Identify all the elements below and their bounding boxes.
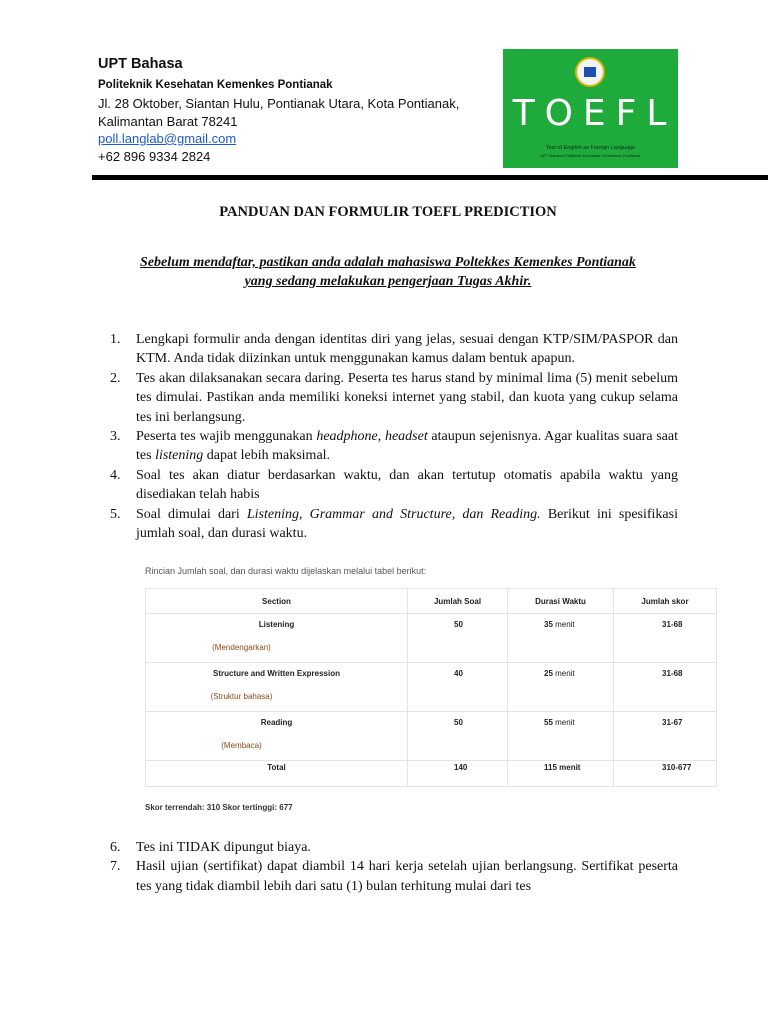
- duration-unit: menit: [552, 669, 575, 678]
- duration-unit: menit: [552, 718, 575, 727]
- org-name: UPT Bahasa: [98, 56, 183, 72]
- institution-name: Politeknik Kesehatan Kemenkes Pontianak: [98, 79, 333, 91]
- duration-unit: menit: [552, 620, 575, 629]
- list-text: Tes akan dilaksanakan secara daring. Peserta tes harus stand by minimal lima (5) menit sebelum tes dimulai. Pastikan anda memiliki koneksi internet yang stabil, dan kuota yang cukup selama tes ini berlangsung.: [136, 370, 678, 425]
- table-row: [146, 614, 717, 663]
- header-score: Jumlah skor: [614, 589, 717, 614]
- logo-subtitle: Test of English as Foreign Language: [545, 145, 636, 151]
- section-cell: [146, 663, 408, 712]
- list-text: Hasil ujian (sertifikat) dapat diambil 14 hari kerja setelah ujian berlangsung. Sertifikat peserta tes yang tidak diambil lebih dari satu (1) bulan terhitung mulai dari tes: [136, 859, 678, 894]
- header-duration: Durasi Waktu: [508, 589, 614, 614]
- list-number: 1.: [110, 332, 121, 347]
- table-row: [146, 712, 717, 761]
- eligibility-notice: [98, 253, 678, 291]
- list-text-italic: headphone, headset: [316, 429, 428, 445]
- total-count: 140: [408, 761, 508, 787]
- list-number: 7.: [110, 859, 121, 875]
- list-item: [110, 369, 678, 427]
- total-score: 310-677: [614, 761, 717, 787]
- logo-subtitle-small: UPT Bahasa Politeknik Kesehatan Kemenkes Pontianak: [540, 153, 641, 158]
- notice-line-2: yang sedang melakukan pengerjaan Tugas Akhir.: [244, 274, 532, 289]
- list-text-italic: Listening, Grammar and Structure, dan Reading.: [246, 506, 541, 522]
- section-cell: [146, 614, 408, 663]
- header-divider: [92, 175, 768, 180]
- guideline-list-continued: [110, 838, 678, 896]
- table-caption: Rincian Jumlah soal, dan durasi waktu dijelaskan melalui tabel berikut:: [145, 566, 427, 576]
- list-item: [110, 505, 678, 544]
- logo-text: TOEFL: [512, 93, 677, 134]
- list-text: Tes ini TIDAK dipungut biaya.: [136, 840, 311, 855]
- letterhead-info: [98, 55, 478, 165]
- list-item: [110, 466, 678, 505]
- section-translation: (Mendengarkan): [212, 643, 271, 652]
- section-translation: (Membaca): [221, 741, 262, 750]
- toefl-logo: [503, 49, 678, 168]
- list-text: dapat lebih maksimal.: [203, 448, 331, 464]
- list-text: Soal dimulai dari: [136, 506, 247, 522]
- count-cell: 50: [408, 712, 508, 761]
- list-text: Soal tes akan diatur berdasarkan waktu, dan akan tertutup otomatis apabila waktu yang disediakan telah habis: [136, 467, 678, 503]
- notice-line-1: Sebelum mendaftar, pastikan anda adalah mahasiswa Poltekkes Kemenkes Pontianak: [140, 255, 636, 270]
- emblem-icon: [575, 57, 605, 87]
- list-text: ataupun sejenisnya. Agar kualitas suara saat tes: [136, 429, 678, 464]
- list-number: 2.: [110, 370, 121, 386]
- duration-value: 25: [544, 669, 553, 678]
- list-number: 6.: [110, 840, 121, 855]
- duration-cell: [508, 712, 614, 761]
- section-name: Structure and Written Expression: [213, 669, 340, 678]
- table-row: [146, 663, 717, 712]
- address-line-2: Kalimantan Barat 78241: [98, 113, 238, 129]
- count-cell: 40: [408, 663, 508, 712]
- table-header-row: [146, 589, 717, 614]
- header-section: Section: [146, 589, 408, 614]
- total-label: Total: [146, 761, 408, 787]
- page-title: PANDUAN DAN FORMULIR TOEFL PREDICTION: [219, 204, 557, 220]
- phone-number: +62 896 9334 2824: [98, 148, 211, 164]
- list-text-italic: listening: [155, 448, 204, 464]
- list-item: [110, 330, 678, 369]
- duration-value: 55: [544, 718, 553, 727]
- list-item: [110, 857, 678, 896]
- total-duration: 115 menit: [508, 761, 614, 787]
- section-translation: (Struktur bahasa): [210, 692, 273, 701]
- test-spec-table-block: [145, 566, 720, 820]
- duration-cell: [508, 663, 614, 712]
- table-total-row: [146, 761, 717, 787]
- score-cell: 31-68: [614, 614, 717, 663]
- list-item: [110, 427, 678, 466]
- email-link[interactable]: poll.langlab@gmail.com: [98, 131, 237, 146]
- score-cell: 31-67: [614, 712, 717, 761]
- list-text: Berikut ini spesifikasi jumlah soal, dan durasi waktu.: [136, 506, 678, 542]
- test-spec-table: [145, 588, 717, 787]
- section-name: Listening: [258, 620, 295, 629]
- count-cell: 50: [408, 614, 508, 663]
- guideline-list: [110, 330, 678, 543]
- section-cell: [146, 712, 408, 761]
- list-text: Peserta tes wajib menggunakan: [136, 429, 317, 445]
- section-name: Reading: [260, 718, 293, 727]
- list-number: 4.: [110, 467, 121, 483]
- list-text: Lengkapi formulir anda dengan identitas diri yang jelas, sesuai dengan KTP/SIM/PASPOR dan KTM. Anda tidak diizinkan untuk menggunakan kamus dalam bentuk apapun.: [136, 332, 678, 367]
- duration-value: 35: [544, 620, 553, 629]
- score-cell: 31-68: [614, 663, 717, 712]
- header-count: Jumlah Soal: [408, 589, 508, 614]
- address-line-1: Jl. 28 Oktober, Siantan Hulu, Pontianak Utara, Kota Pontianak,: [98, 96, 460, 111]
- list-number: 3.: [110, 429, 121, 445]
- list-number: 5.: [110, 506, 121, 522]
- score-range-note: Skor terrendah: 310 Skor tertinggi: 677: [145, 803, 293, 812]
- list-item: [110, 838, 678, 857]
- duration-cell: [508, 614, 614, 663]
